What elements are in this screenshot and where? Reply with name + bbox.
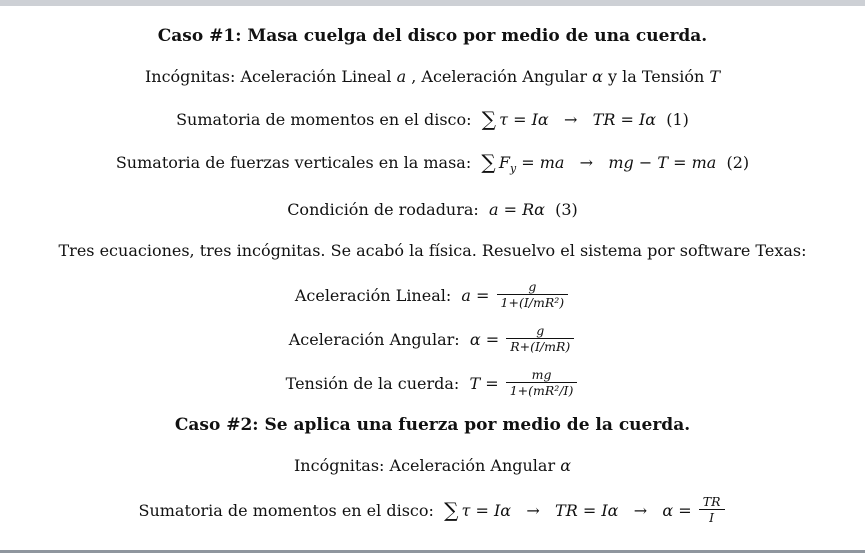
- text-run: Incógnitas: Aceleración Angular: [293, 456, 561, 476]
- text-run: TR = Iα: [592, 110, 657, 129]
- fraction-denominator: [506, 339, 574, 354]
- text-run: Condición de rodadura:: [287, 200, 489, 220]
- fraction: [699, 494, 725, 525]
- text-run: y la Tensión: [602, 67, 710, 86]
- text-run: Tres ecuaciones, tres incógnitas. Se acabó la física. Resuelvo el sistema por software Texas:: [58, 241, 807, 261]
- text-run: Sumatoria de fuerzas verticales en la masa:: [115, 153, 482, 172]
- text-run: TR = Iα: [555, 501, 619, 521]
- text-run: R+(I/mR): [510, 339, 571, 355]
- case1-moment-equation: [28, 107, 837, 131]
- case1-rolling-condition: [28, 199, 837, 221]
- text-run: a: [396, 67, 407, 86]
- text-run: (1): [656, 110, 689, 129]
- text-run: I: [709, 510, 715, 526]
- tension-result: [28, 369, 837, 400]
- case2-moment-equation: [28, 496, 837, 527]
- fraction-numerator: [506, 367, 578, 383]
- text-run: mg − T = ma: [608, 153, 717, 172]
- text-run: a =: [461, 286, 495, 306]
- text-run: , Aceleración Angular: [406, 67, 593, 86]
- fraction-denominator: [497, 295, 569, 310]
- text-run: Sumatoria de momentos en el disco:: [176, 110, 482, 129]
- fraction: [506, 367, 578, 398]
- text-run: y: [509, 162, 517, 176]
- text-run: T =: [469, 374, 504, 394]
- summation-symbol: ∑: [481, 107, 496, 131]
- case1-forces-equation: [28, 150, 837, 180]
- angular-acceleration-result: [28, 325, 837, 356]
- text-run: 1+(I/mR²): [500, 295, 565, 311]
- fraction-numerator: [699, 494, 725, 510]
- text-run: g: [536, 323, 545, 339]
- fraction-denominator: [699, 510, 725, 525]
- text-run: α =: [662, 501, 697, 521]
- text-run: α =: [469, 330, 505, 350]
- text-run: Caso #2: Se aplica una fuerza por medio de la cuerda.: [174, 415, 691, 436]
- text-run: τ = Iα: [495, 110, 549, 129]
- text-run: F: [495, 153, 510, 172]
- text-run: mg: [531, 367, 552, 383]
- text-run: (2): [716, 153, 750, 172]
- text-run: α: [592, 67, 603, 86]
- text-run: g: [528, 279, 537, 295]
- case1-title: [28, 24, 837, 48]
- text-run: T: [709, 67, 721, 86]
- narrative-note: [28, 240, 837, 262]
- fraction-numerator: [497, 279, 569, 295]
- window-top-border: [0, 0, 865, 6]
- text-run: a = Rα: [488, 200, 545, 220]
- text-run: α: [560, 456, 571, 476]
- case2-title: [28, 413, 837, 437]
- fraction-denominator: [506, 383, 578, 398]
- text-run: Incógnitas: Aceleración Lineal: [144, 67, 397, 86]
- case2-unknowns: [28, 455, 837, 477]
- text-run: TR: [702, 494, 721, 510]
- text-run: (3): [544, 200, 578, 220]
- linear-acceleration-result: [28, 281, 837, 312]
- case1-unknowns: [28, 66, 837, 88]
- fraction: [497, 279, 569, 310]
- text-run: Aceleración Lineal:: [294, 286, 462, 306]
- text-run: = ma: [516, 153, 565, 172]
- summation-symbol: ∑: [481, 150, 496, 174]
- text-run: τ = Iα: [458, 501, 512, 521]
- text-run: Tensión de la cuerda:: [285, 374, 470, 394]
- text-run: Aceleración Angular:: [288, 330, 470, 350]
- text-run: →: [511, 501, 556, 521]
- text-run: Caso #1: Masa cuelga del disco por medio de una cuerda.: [157, 26, 708, 46]
- fraction: [506, 323, 574, 354]
- text-run: →: [564, 153, 609, 172]
- text-run: →: [548, 110, 593, 129]
- text-run: →: [618, 501, 663, 521]
- fraction-numerator: [506, 323, 574, 339]
- text-run: 1+(mR²/I): [509, 383, 574, 399]
- text-run: Sumatoria de momentos en el disco:: [138, 501, 445, 521]
- summation-symbol: ∑: [444, 498, 459, 523]
